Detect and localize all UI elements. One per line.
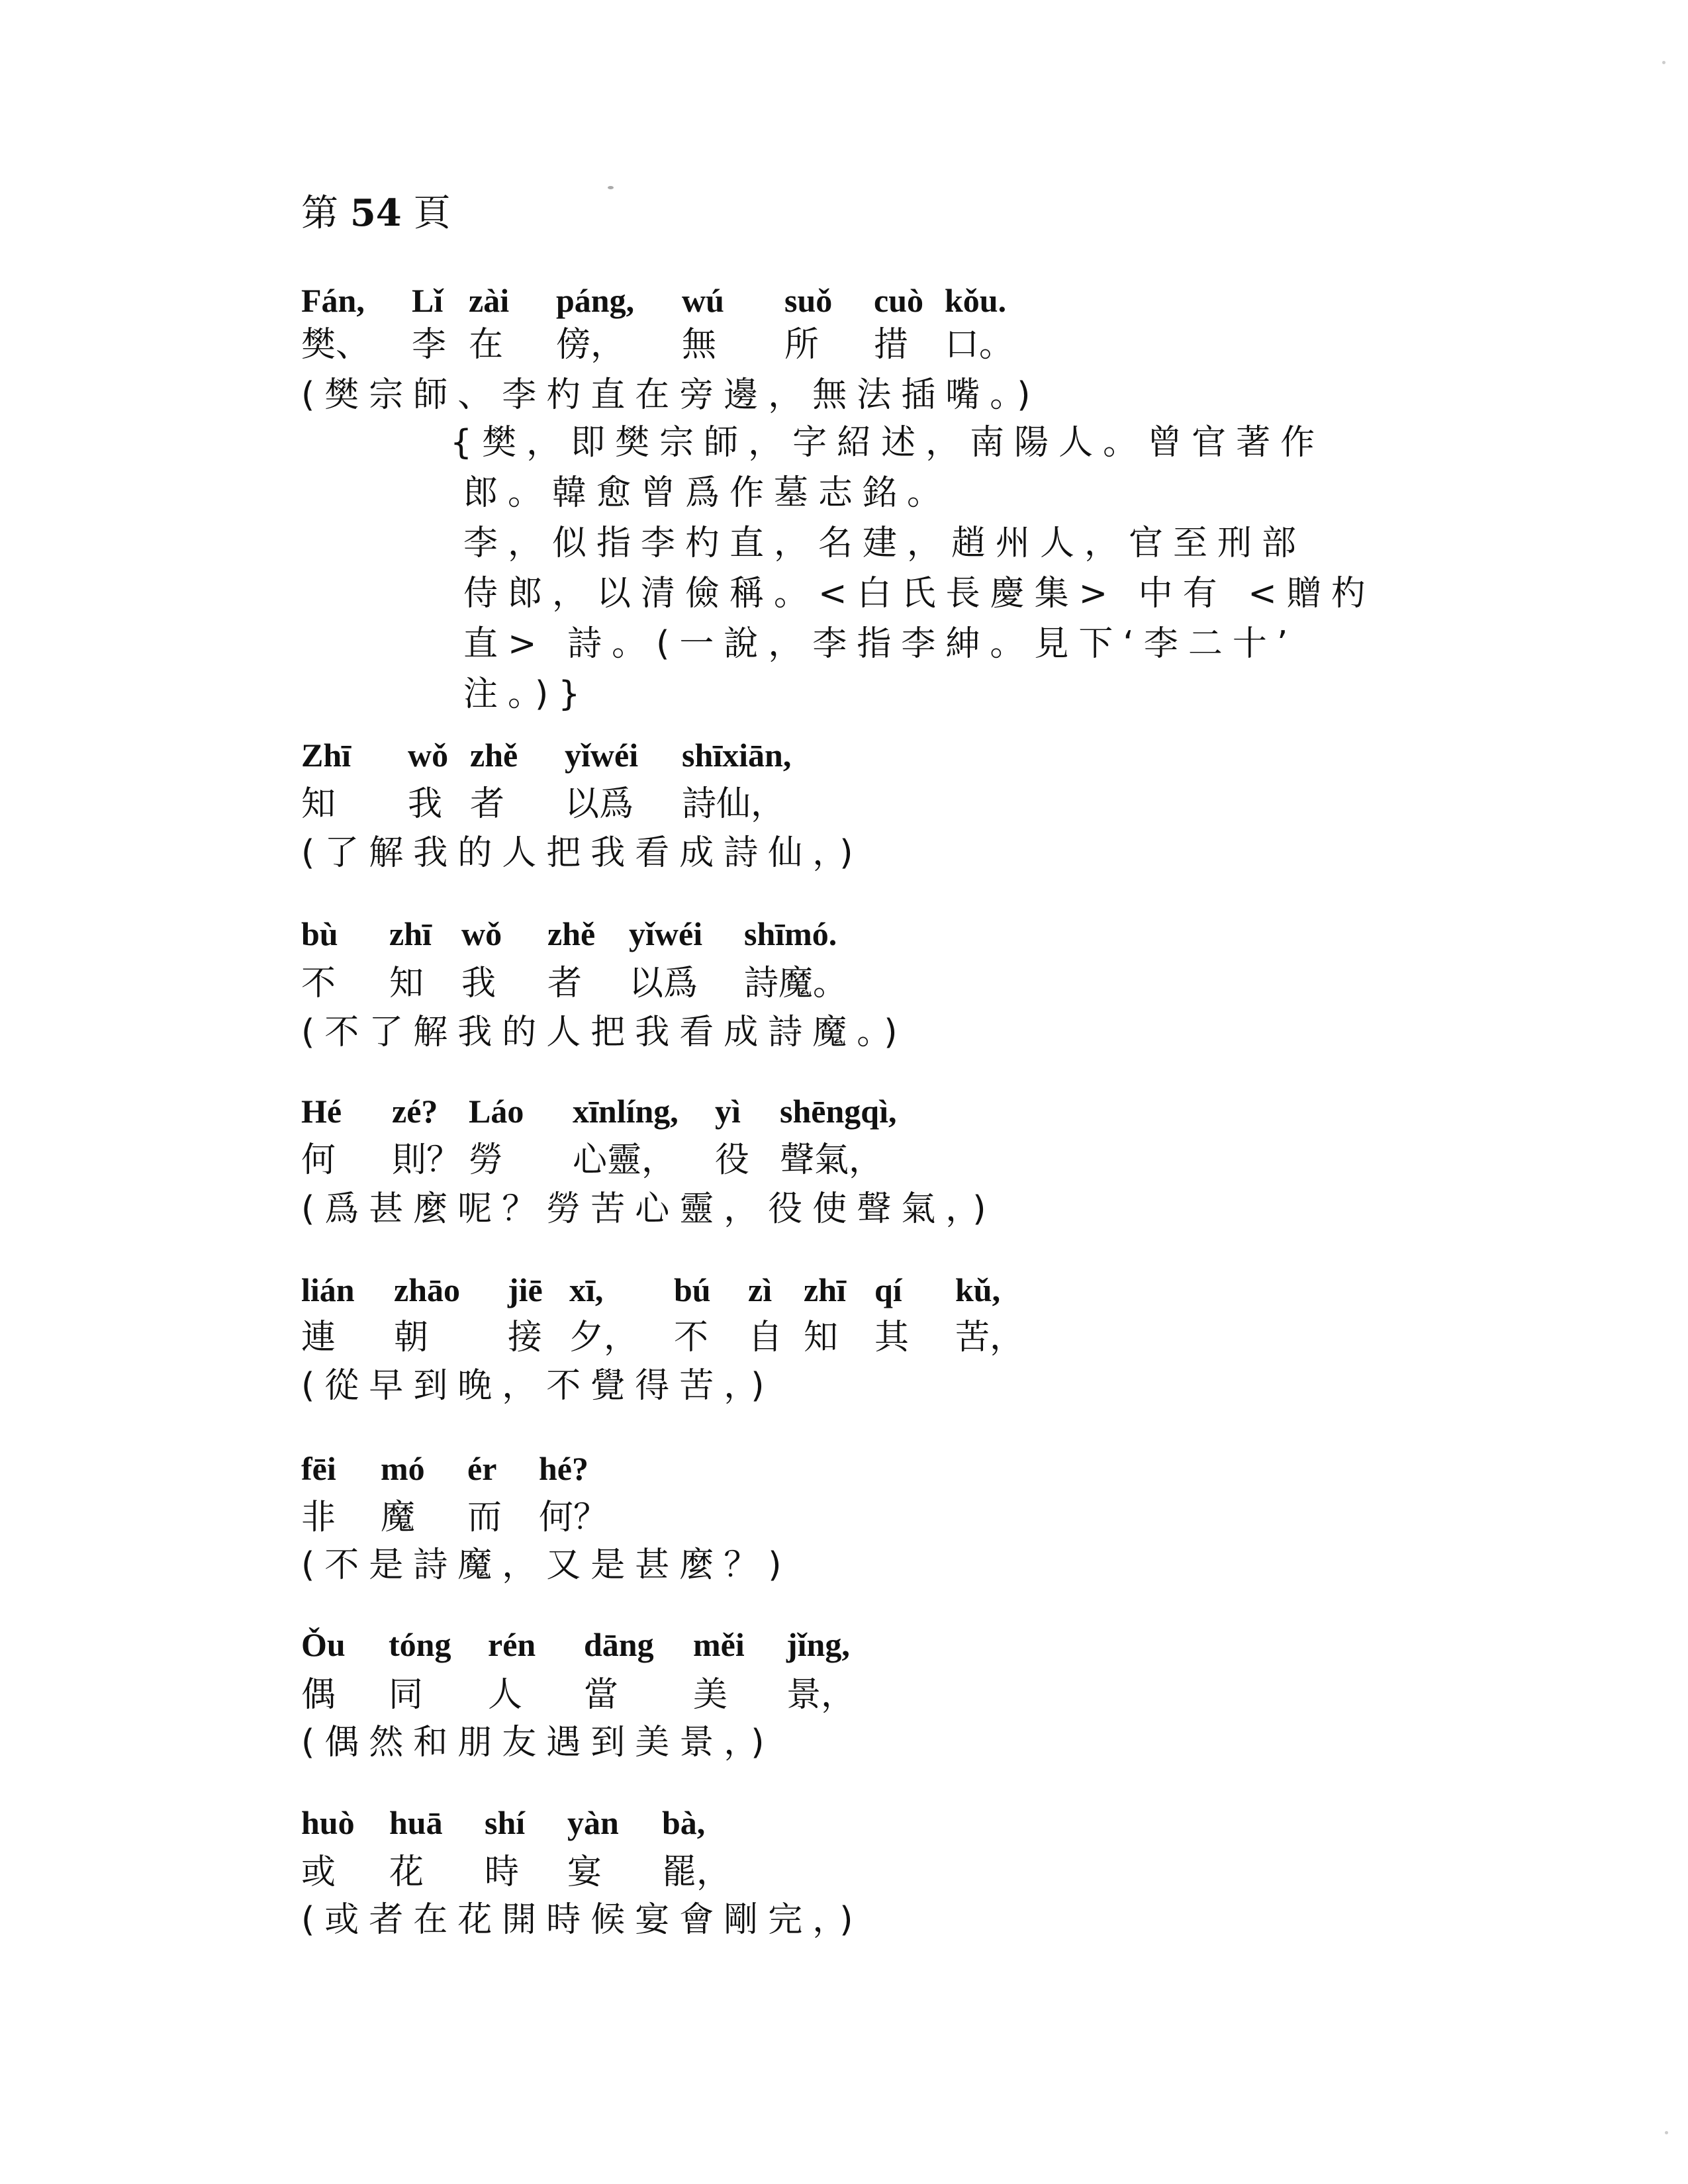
hanzi-word: 不 <box>674 1318 709 1357</box>
hanzi-word: 知 <box>301 784 336 824</box>
translation-line: (爲甚麼呢？勞苦心靈，役使聲氣，) <box>301 1189 996 1229</box>
pinyin-word: bù <box>301 915 338 952</box>
pinyin-word: rén <box>488 1626 536 1663</box>
pinyin-word: xīnlíng, <box>573 1093 679 1130</box>
hanzi-word: 所 <box>784 325 820 365</box>
hanzi-word: 我 <box>408 784 443 824</box>
annotation-line: 直> 詩。(一說，李指李紳。見下‘李二十’ <box>463 624 1298 664</box>
hanzi-line <box>0 1309 1688 1357</box>
pinyin-word: yàn <box>567 1804 619 1841</box>
hanzi-word: 不 <box>301 964 336 1003</box>
annotation-line: 李，似指李杓直，名建，趙州人，官至刑部 <box>463 523 1307 563</box>
scan-speck <box>608 186 614 189</box>
hanzi-line <box>0 1844 1688 1892</box>
pinyin-word: zé? <box>392 1093 438 1130</box>
pinyin-word: tóng <box>389 1626 451 1663</box>
hanzi-word: 花 <box>389 1852 424 1892</box>
hanzi-word: 非 <box>301 1498 336 1537</box>
pinyin-word: Ǒu <box>301 1626 346 1663</box>
hanzi-word: 何 <box>301 1140 336 1180</box>
pinyin-word: shīxiān, <box>682 737 792 774</box>
hanzi-word: 朝 <box>394 1318 429 1357</box>
hanzi-line <box>0 1666 1688 1715</box>
hanzi-line <box>0 316 1688 365</box>
annotation-line: 郎。韓愈曾爲作墓志銘。 <box>463 473 952 513</box>
pinyin-word: páng, <box>556 282 635 319</box>
pinyin-word: wǒ <box>408 737 449 774</box>
hanzi-word: 以爲 <box>629 964 698 1003</box>
hanzi-line <box>0 1132 1688 1180</box>
hanzi-word: 夕， <box>569 1318 639 1357</box>
pinyin-word: wǒ <box>461 915 502 952</box>
annotation-line: {樊，即樊宗師，字紹述，南陽人。曾官著作 <box>450 423 1325 463</box>
page-header <box>301 184 451 237</box>
hanzi-word: 者 <box>470 784 505 824</box>
pinyin-line <box>0 1625 1688 1668</box>
translation-line: (或者在花開時候宴會剛完，) <box>301 1900 863 1940</box>
translation-line: (樊宗師、李杓直在旁邊，無法插嘴。) <box>301 375 1041 415</box>
hanzi-word: 宴 <box>567 1852 602 1892</box>
hanzi-word: 詩仙， <box>682 784 786 824</box>
pinyin-word: dāng <box>584 1626 654 1663</box>
pinyin-word: suǒ <box>784 282 833 319</box>
pinyin-word: zhě <box>470 737 518 774</box>
pinyin-word: cuò <box>874 282 923 319</box>
hanzi-word: 時 <box>485 1852 520 1892</box>
translation-line: (了解我的人把我看成詩仙，) <box>301 833 863 873</box>
page-number: 54 <box>350 191 402 235</box>
hanzi-word: 何？ <box>539 1498 608 1537</box>
pinyin-word: Lǐ <box>412 282 444 319</box>
pinyin-line <box>0 915 1688 957</box>
hanzi-word: 樊、 <box>301 325 371 365</box>
pinyin-line <box>0 1271 1688 1313</box>
pinyin-word: Hé <box>301 1093 342 1130</box>
pinyin-word: shí <box>485 1804 526 1841</box>
hanzi-word: 或 <box>301 1852 336 1892</box>
hanzi-word: 我 <box>461 964 496 1003</box>
hanzi-word: 詩魔。 <box>744 964 848 1003</box>
page-header-prefix: 第 <box>301 192 338 235</box>
hanzi-word: 心靈， <box>573 1140 677 1180</box>
pinyin-line <box>0 736 1688 778</box>
pinyin-word: yǐwéi <box>629 915 703 952</box>
page-header-suffix: 頁 <box>413 192 451 235</box>
translation-line: (不是詩魔，又是甚麼？) <box>301 1545 792 1585</box>
hanzi-word: 者 <box>547 964 583 1003</box>
hanzi-word: 李 <box>412 325 447 365</box>
hanzi-word: 在 <box>469 325 504 365</box>
hanzi-word: 偶 <box>301 1675 336 1715</box>
translation-line: (從早到晚，不覺得苦，) <box>301 1366 774 1406</box>
hanzi-word: 知 <box>389 964 424 1003</box>
pinyin-word: shēngqì, <box>780 1093 897 1130</box>
pinyin-word: ér <box>467 1450 497 1487</box>
annotation-line: 注。)} <box>463 674 590 714</box>
hanzi-line <box>0 776 1688 824</box>
hanzi-word: 罷， <box>662 1852 731 1892</box>
pinyin-word: shīmó. <box>744 915 837 952</box>
hanzi-word: 其 <box>874 1318 910 1357</box>
pinyin-word: qí <box>874 1271 902 1308</box>
pinyin-word: hé? <box>539 1450 588 1487</box>
pinyin-word: bà, <box>662 1804 706 1841</box>
hanzi-line <box>0 955 1688 1003</box>
hanzi-word: 聲氣， <box>780 1140 884 1180</box>
translation-line: (不了解我的人把我看成詩魔。) <box>301 1013 908 1052</box>
pinyin-word: fēi <box>301 1450 336 1487</box>
hanzi-word: 措 <box>874 325 909 365</box>
translation-line: (偶然和朋友遇到美景，) <box>301 1723 774 1762</box>
pinyin-word: lián <box>301 1271 355 1308</box>
pinyin-word: huā <box>389 1804 443 1841</box>
hanzi-word: 魔 <box>381 1498 416 1537</box>
pinyin-word: wú <box>682 282 724 319</box>
hanzi-word: 而 <box>467 1498 502 1537</box>
pinyin-word: kǒu. <box>945 282 1007 319</box>
pinyin-word: bú <box>674 1271 711 1308</box>
hanzi-word: 勞 <box>469 1140 504 1180</box>
hanzi-word: 接 <box>508 1318 543 1357</box>
pinyin-word: zhě <box>547 915 596 952</box>
pinyin-word: xī, <box>569 1271 604 1308</box>
pinyin-word: jiē <box>508 1271 543 1308</box>
pinyin-word: zhī <box>804 1271 846 1308</box>
hanzi-word: 苦， <box>955 1318 1025 1357</box>
pinyin-line <box>0 1803 1688 1846</box>
hanzi-word: 傍， <box>556 325 626 365</box>
pinyin-line <box>0 1449 1688 1492</box>
pinyin-word: zài <box>469 282 510 319</box>
hanzi-line <box>0 1489 1688 1537</box>
hanzi-word: 連 <box>301 1318 336 1357</box>
pinyin-word: yì <box>715 1093 741 1130</box>
pinyin-word: Zhī <box>301 737 352 774</box>
hanzi-word: 則？ <box>392 1140 461 1180</box>
pinyin-word: huò <box>301 1804 355 1841</box>
pinyin-word: yǐwéi <box>565 737 639 774</box>
hanzi-word: 景， <box>786 1675 856 1715</box>
pinyin-word: měi <box>693 1626 745 1663</box>
pinyin-word: zì <box>748 1271 773 1308</box>
scan-speck <box>1662 61 1665 64</box>
hanzi-word: 役 <box>715 1140 750 1180</box>
hanzi-word: 美 <box>693 1675 728 1715</box>
hanzi-word: 無 <box>682 325 717 365</box>
hanzi-word: 人 <box>488 1675 523 1715</box>
pinyin-word: kǔ, <box>955 1271 1001 1308</box>
pinyin-word: zhī <box>389 915 432 952</box>
hanzi-word: 以爲 <box>565 784 634 824</box>
pinyin-word: mó <box>381 1450 425 1487</box>
hanzi-word: 同 <box>389 1675 424 1715</box>
scan-speck <box>1665 2131 1668 2134</box>
hanzi-word: 自 <box>748 1318 783 1357</box>
pinyin-line <box>0 1092 1688 1134</box>
hanzi-word: 當 <box>584 1675 619 1715</box>
pinyin-word: Láo <box>469 1093 524 1130</box>
hanzi-word: 知 <box>804 1318 839 1357</box>
hanzi-word: 口。 <box>945 325 1014 365</box>
pinyin-word: jǐng, <box>786 1626 850 1663</box>
annotation-line: 侍郎，以清儉稱。<白氏長慶集> 中有 <贈杓 <box>463 574 1376 614</box>
pinyin-word: zhāo <box>394 1271 460 1308</box>
pinyin-word: Fán, <box>301 282 365 319</box>
